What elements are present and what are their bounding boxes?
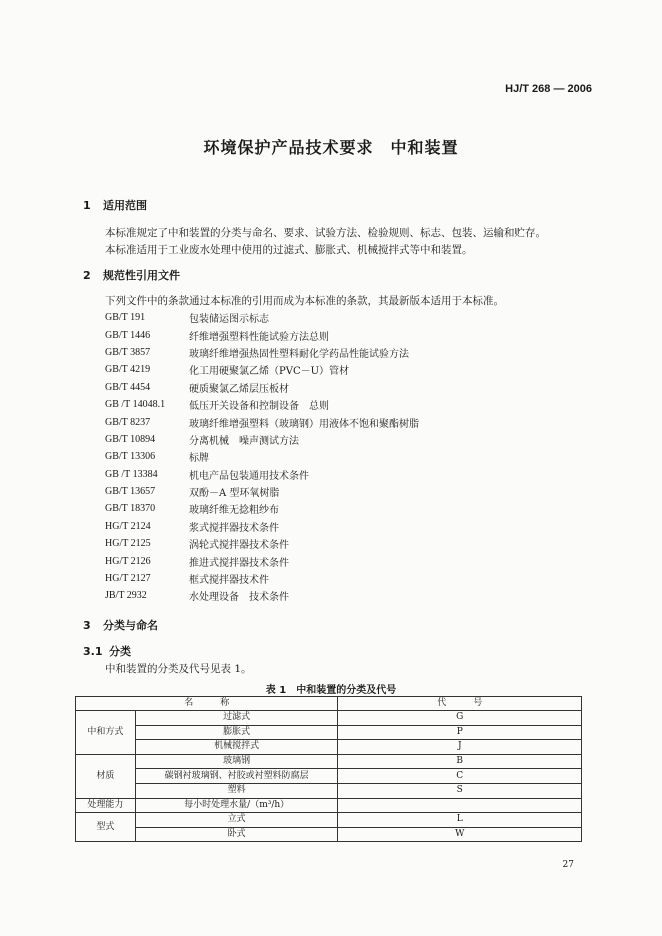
reference-code: HG/T 2126 <box>105 555 151 567</box>
reference-list <box>105 309 419 605</box>
table-row <box>76 769 582 784</box>
classification-table <box>75 696 582 842</box>
reference-title: 双酚－A 型环氧树脂 <box>189 488 280 500</box>
reference-title: 纤维增强塑料性能试验方法总则 <box>189 331 329 343</box>
reference-title: 机电产品包装通用技术条件 <box>189 470 309 482</box>
reference-code: JB/T 2932 <box>105 590 147 602</box>
reference-code: GB /T 14048.1 <box>105 399 166 411</box>
reference-item <box>105 518 419 535</box>
reference-item <box>105 448 419 465</box>
reference-item <box>105 535 419 552</box>
item-code: G <box>338 711 582 726</box>
reference-item <box>105 587 419 604</box>
table-row <box>76 740 582 755</box>
group-label: 材质 <box>76 754 136 798</box>
section-2-heading <box>83 267 180 283</box>
item-code: C <box>338 769 582 784</box>
reference-title: 标牌 <box>189 453 209 465</box>
table-caption: 表 1 中和装置的分类及代号 <box>265 685 397 696</box>
reference-title: 推进式搅拌器技术条件 <box>189 557 289 569</box>
reference-item <box>105 570 419 587</box>
reference-code: HG/T 2127 <box>105 573 151 585</box>
paragraph: 中和装置的分类及代号见表 1。 <box>105 663 252 675</box>
item-code: S <box>338 783 582 798</box>
paragraph: 本标准规定了中和装置的分类与命名、要求、试验方法、检验规则、标志、包装、运输和贮存。 <box>105 227 546 239</box>
reference-item <box>105 379 419 396</box>
header-name: 名 称 <box>76 697 338 711</box>
reference-item <box>105 552 419 569</box>
reference-code: GB/T 18370 <box>105 503 156 515</box>
reference-code: GB/T 4454 <box>105 381 151 393</box>
item-name: 塑料 <box>135 783 338 798</box>
reference-title: 水处理设备 技术条件 <box>189 592 289 604</box>
section-number: 1 <box>83 199 91 212</box>
table-header-row <box>76 697 582 711</box>
reference-title: 包装储运图示标志 <box>189 314 269 326</box>
section-1-heading <box>83 197 147 213</box>
reference-title: 玻璃纤维增强热固性塑料耐化学药品性能试验方法 <box>189 348 409 360</box>
header-code: 代 号 <box>338 697 582 711</box>
section-title: 适用范围 <box>103 199 147 212</box>
section-title: 分类 <box>109 645 131 658</box>
section-number: 3 <box>83 619 91 632</box>
reference-code: GB/T 191 <box>105 312 146 324</box>
table-row <box>76 798 582 813</box>
section-title: 分类与命名 <box>103 619 158 632</box>
section-number: 3.1 <box>83 645 103 658</box>
item-name: 玻璃钢 <box>135 754 338 769</box>
reference-code: GB/T 1446 <box>105 329 151 341</box>
reference-title: 玻璃纤维无捻粗纱布 <box>189 505 279 517</box>
item-name: 卧式 <box>135 827 338 842</box>
table-row <box>76 754 582 769</box>
group-label: 中和方式 <box>76 711 136 755</box>
item-name: 机械搅拌式 <box>135 740 338 755</box>
reference-item <box>105 483 419 500</box>
paragraph: 下列文件中的条款通过本标准的引用而成为本标准的条款，其最新版本适用于本标准。 <box>105 295 504 307</box>
reference-item <box>105 500 419 517</box>
item-code <box>338 798 582 813</box>
reference-code: GB/T 13657 <box>105 486 156 498</box>
reference-code: HG/T 2124 <box>105 520 151 532</box>
item-name: 碳钢衬玻璃钢、衬胶或衬塑料防腐层 <box>135 769 338 784</box>
section-3-1-heading <box>83 643 131 659</box>
reference-code: GB /T 13384 <box>105 468 158 480</box>
reference-title: 浆式搅拌器技术条件 <box>189 522 279 534</box>
item-name: 过滤式 <box>135 711 338 726</box>
table-row <box>76 783 582 798</box>
reference-item <box>105 326 419 343</box>
reference-item <box>105 309 419 326</box>
reference-code: GB/T 4219 <box>105 364 151 376</box>
reference-code: HG/T 2125 <box>105 538 151 550</box>
item-name: 每小时处理水量/（m³/h） <box>135 798 338 813</box>
reference-title: 玻璃纤维增强塑料（玻璃钢）用液体不饱和聚酯树脂 <box>189 418 419 430</box>
reference-code: GB/T 3857 <box>105 346 151 358</box>
reference-item <box>105 431 419 448</box>
item-code: P <box>338 725 582 740</box>
reference-item <box>105 361 419 378</box>
group-label: 处理能力 <box>76 798 136 813</box>
reference-code: GB/T 10894 <box>105 433 156 445</box>
reference-item <box>105 396 419 413</box>
item-name: 立式 <box>135 813 338 828</box>
page-number: 27 <box>562 860 574 870</box>
item-name: 膨胀式 <box>135 725 338 740</box>
reference-title: 低压开关设备和控制设备 总则 <box>189 401 329 413</box>
reference-title: 化工用硬聚氯乙烯（PVC－U）管材 <box>189 366 350 378</box>
table-row <box>76 711 582 726</box>
reference-code: GB/T 8237 <box>105 416 151 428</box>
reference-title: 涡轮式搅拌器技术条件 <box>189 540 289 552</box>
page-title: 环境保护产品技术要求 中和装置 <box>203 138 459 157</box>
reference-title: 硬质聚氯乙烯层压板材 <box>189 383 289 395</box>
item-code: L <box>338 813 582 828</box>
item-code: B <box>338 754 582 769</box>
table-row <box>76 813 582 828</box>
reference-item <box>105 413 419 430</box>
item-code: W <box>338 827 582 842</box>
paragraph: 本标准适用于工业废水处理中使用的过滤式、膨胀式、机械搅拌式等中和装置。 <box>105 244 473 256</box>
table-row <box>76 725 582 740</box>
reference-item <box>105 344 419 361</box>
item-code: J <box>338 740 582 755</box>
table-row <box>76 827 582 842</box>
section-title: 规范性引用文件 <box>103 269 180 282</box>
group-label: 型式 <box>76 813 136 842</box>
reference-title: 框式搅拌器技术件 <box>189 575 269 587</box>
reference-code: GB/T 13306 <box>105 451 156 463</box>
reference-item <box>105 466 419 483</box>
reference-title: 分离机械 噪声测试方法 <box>189 435 299 447</box>
section-3-heading <box>83 617 158 633</box>
section-number: 2 <box>83 269 91 282</box>
standard-code: HJ/T 268 — 2006 <box>505 83 592 95</box>
